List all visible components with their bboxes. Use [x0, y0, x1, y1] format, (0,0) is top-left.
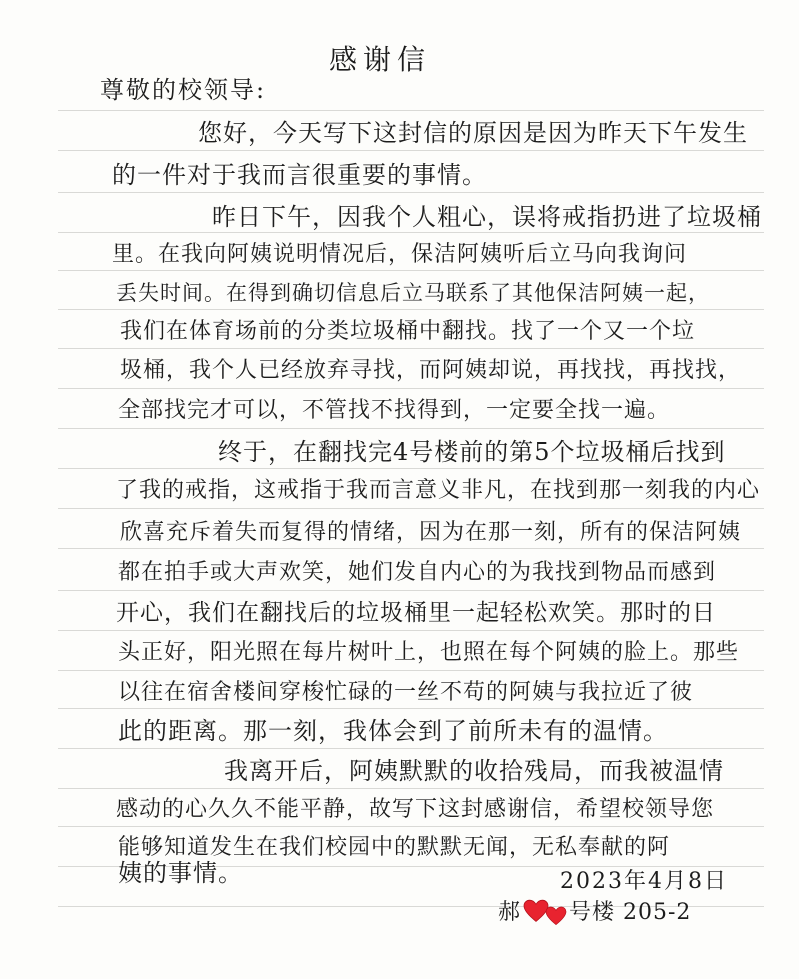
body-line: 开心，我们在翻找后的垃圾桶里一起轻松欢笑。那时的日 — [116, 600, 716, 626]
signature-prefix: 郝 — [498, 900, 522, 925]
ruled-line — [58, 150, 764, 151]
body-line: 我们在体育场前的分类垃圾桶中翻找。找了一个又一个垃 — [120, 319, 696, 344]
letter-date: 2023年4月8日 — [560, 869, 728, 894]
body-line: 此的距离。那一刻，我体会到了前所未有的温情。 — [118, 717, 668, 745]
letter-signature — [498, 895, 691, 926]
ruled-line — [58, 192, 764, 193]
body-line: 我离开后，阿姨默默的收拾残局，而我被温情 — [224, 757, 724, 785]
ruled-line — [58, 508, 764, 509]
ruled-line — [58, 826, 764, 827]
body-line: 丢失时间。在得到确切信息后立马联系了其他保洁阿姨一起， — [116, 281, 710, 305]
ruled-line — [58, 548, 764, 549]
body-line: 以往在宿舍楼间穿梭忙碌的一丝不苟的阿姨与我拉近了彼 — [118, 680, 694, 705]
ruled-line — [58, 590, 764, 591]
ruled-line — [58, 788, 764, 789]
heart-sticker-icon — [545, 906, 567, 926]
body-line: 头正好，阳光照在每片树叶上，也照在每个阿姨的脸上。那些 — [118, 640, 740, 665]
body-line: 姨的事情。 — [118, 859, 243, 887]
ruled-line — [58, 388, 764, 389]
ruled-line — [58, 748, 764, 749]
body-line: 了我的戒指，这戒指于我而言意义非凡，在找到那一刻我的内心 — [116, 478, 761, 503]
body-line: 圾桶，我个人已经放弃寻找，而阿姨却说，再找找，再找找， — [120, 358, 742, 383]
ruled-line — [58, 270, 764, 271]
letter-title: 感谢信 — [328, 43, 431, 76]
ruled-line — [58, 630, 764, 631]
signature-suffix: 号楼 205-2 — [569, 900, 692, 925]
letter-salutation: 尊敬的校领导: — [100, 76, 267, 104]
body-line: 昨日下午，因我个人粗心，误将戒指扔进了垃圾桶 — [212, 203, 762, 231]
ruled-line — [58, 232, 764, 233]
body-line: 能够知道发生在我们校园中的默默无闻，无私奉献的阿 — [118, 835, 671, 860]
ruled-line — [58, 309, 764, 310]
body-line: 您好，今天写下这封信的原因是因为昨天下午发生 — [198, 119, 748, 147]
ruled-line — [58, 670, 764, 671]
body-line: 终于，在翻找完4号楼前的第5个垃圾桶后找到 — [218, 438, 726, 466]
body-line: 欣喜充斥着失而复得的情绪，因为在那一刻，所有的保洁阿姨 — [120, 520, 742, 545]
ruled-line — [58, 468, 764, 469]
body-line: 都在拍手或大声欢笑，她们发自内心的为我找到物品而感到 — [118, 560, 717, 585]
ruled-line — [58, 708, 764, 709]
body-line: 的一件对于我而言很重要的事情。 — [112, 161, 487, 189]
body-line: 全部找完才可以，不管找不找得到，一定要全找一遍。 — [118, 398, 671, 423]
body-line: 里。在我向阿姨说明情况后，保洁阿姨听后立马向我询问 — [112, 242, 688, 267]
ruled-line — [58, 348, 764, 349]
ruled-line — [58, 110, 764, 111]
body-line: 感动的心久久不能平静，故写下这封感谢信，希望校领导您 — [116, 797, 715, 822]
ruled-line — [58, 428, 764, 429]
